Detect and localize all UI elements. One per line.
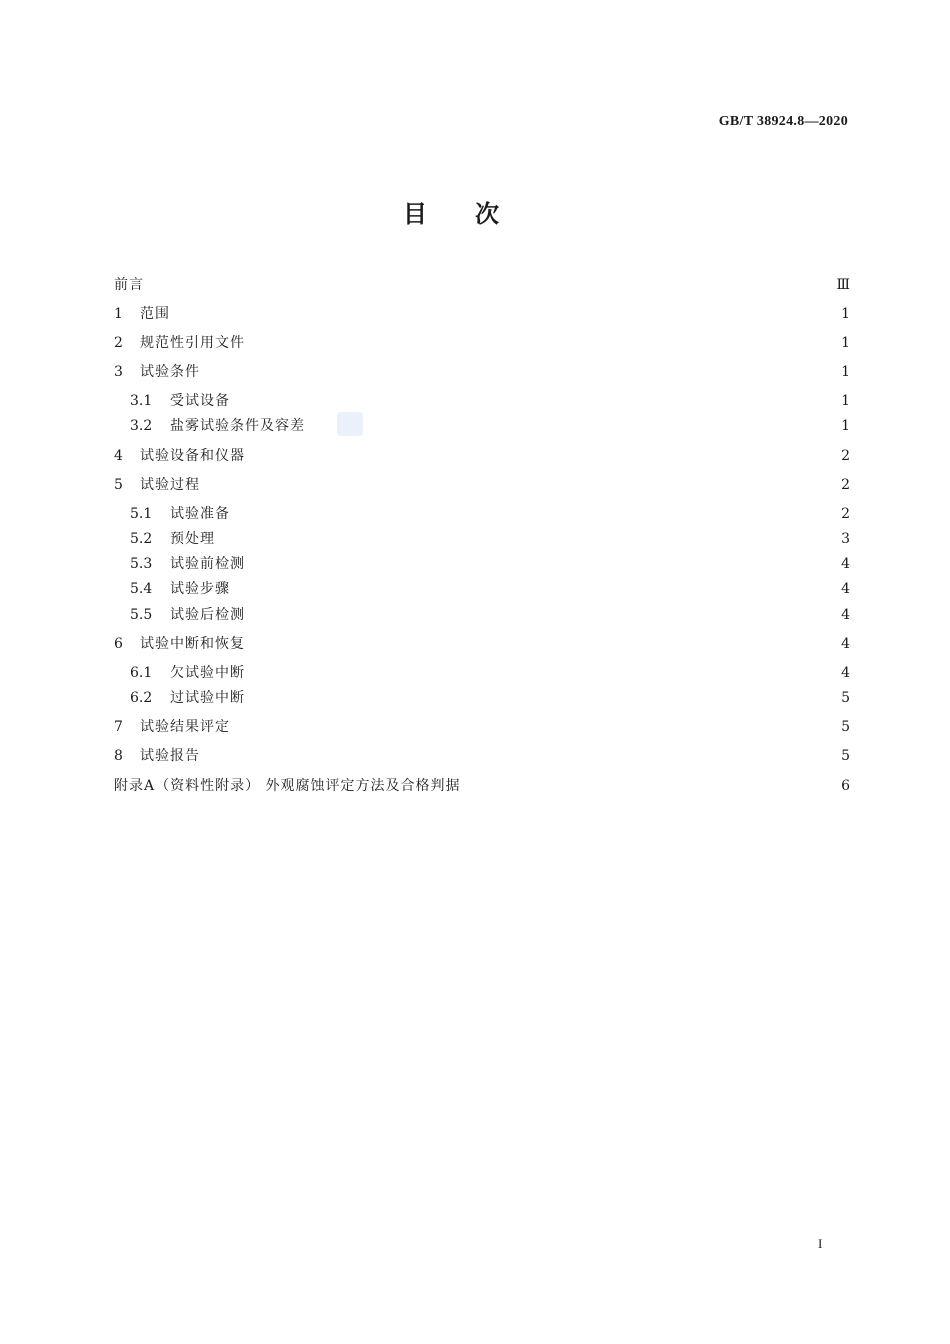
dot-leader bbox=[311, 415, 834, 437]
toc-page-number: 1 bbox=[841, 418, 850, 434]
toc-entry-8[interactable] bbox=[114, 745, 850, 767]
toc-number: 6.2 bbox=[130, 690, 153, 706]
toc-label: 试验准备 bbox=[170, 506, 230, 522]
dot-leader bbox=[467, 775, 834, 797]
toc-page-number: 2 bbox=[841, 477, 850, 493]
toc-number: 5 bbox=[114, 477, 123, 493]
toc-entry-annex-a[interactable] bbox=[114, 775, 850, 797]
toc-number: 5.5 bbox=[130, 607, 153, 623]
toc-label: 盐雾试验条件及容差 bbox=[170, 418, 305, 434]
toc-entry-2[interactable] bbox=[114, 332, 850, 354]
toc-page-number: 1 bbox=[841, 364, 850, 380]
dot-leader bbox=[236, 503, 834, 525]
toc-number: 5.2 bbox=[130, 531, 153, 547]
dot-leader bbox=[251, 553, 834, 575]
toc-entry-4[interactable] bbox=[114, 445, 850, 467]
toc-number: 4 bbox=[114, 448, 123, 464]
dot-leader bbox=[221, 528, 834, 550]
toc-label: 受试设备 bbox=[170, 393, 230, 409]
toc-label: 前言 bbox=[114, 277, 144, 293]
toc-entry-3-1[interactable] bbox=[130, 390, 850, 412]
dot-leader bbox=[176, 303, 834, 325]
toc-entry-5[interactable] bbox=[114, 474, 850, 496]
page-number: I bbox=[818, 1236, 823, 1251]
toc-page-number: 5 bbox=[841, 748, 850, 764]
toc-entry-preface[interactable] bbox=[114, 274, 850, 296]
toc-label: 欠试验中断 bbox=[170, 665, 245, 681]
toc-number: 5.4 bbox=[130, 581, 153, 597]
dot-leader bbox=[236, 716, 834, 738]
toc-entry-5-4[interactable] bbox=[130, 578, 850, 600]
toc-label: 试验结果评定 bbox=[140, 719, 230, 735]
toc-label: 试验过程 bbox=[140, 477, 200, 493]
page-title: 目次 bbox=[403, 200, 547, 228]
toc-entry-6-2[interactable] bbox=[130, 687, 850, 709]
toc-entry-5-1[interactable] bbox=[130, 503, 850, 525]
toc-number: 7 bbox=[114, 719, 123, 735]
toc-page-number: 3 bbox=[841, 531, 850, 547]
toc-number: 2 bbox=[114, 335, 123, 351]
toc-number: 3.1 bbox=[130, 393, 153, 409]
toc-label: 试验后检测 bbox=[170, 607, 245, 623]
standard-code: GB/T 38924.8—2020 bbox=[718, 114, 848, 129]
toc-number: 3.2 bbox=[130, 418, 153, 434]
dot-leader bbox=[236, 390, 834, 412]
toc-number: 3 bbox=[114, 364, 123, 380]
toc-page-number: Ⅲ bbox=[836, 277, 850, 293]
dot-leader bbox=[150, 274, 830, 296]
toc-entry-5-5[interactable] bbox=[130, 604, 850, 626]
dot-leader bbox=[206, 745, 834, 767]
toc-label: 预处理 bbox=[170, 531, 215, 547]
dot-leader bbox=[206, 474, 834, 496]
toc-number: 8 bbox=[114, 748, 123, 764]
toc-entry-5-2[interactable] bbox=[130, 528, 850, 550]
toc-label: 范围 bbox=[140, 306, 170, 322]
toc-number: 5.1 bbox=[130, 506, 153, 522]
toc-page-number: 1 bbox=[841, 393, 850, 409]
dot-leader bbox=[251, 633, 834, 655]
toc-page-number: 4 bbox=[841, 636, 850, 652]
toc-number: 1 bbox=[114, 306, 123, 322]
toc-number: 5.3 bbox=[130, 556, 153, 572]
toc-label: 试验设备和仪器 bbox=[140, 448, 245, 464]
dot-leader bbox=[251, 332, 834, 354]
toc-page-number: 5 bbox=[841, 719, 850, 735]
dot-leader bbox=[236, 578, 834, 600]
toc-label: 试验条件 bbox=[140, 364, 200, 380]
toc-page-number: 4 bbox=[841, 581, 850, 597]
toc-page-number: 4 bbox=[841, 665, 850, 681]
toc-entry-6-1[interactable] bbox=[130, 662, 850, 684]
toc-page-number: 2 bbox=[841, 506, 850, 522]
toc-label: 试验步骤 bbox=[170, 581, 230, 597]
toc-entry-6[interactable] bbox=[114, 633, 850, 655]
toc-entry-1[interactable] bbox=[114, 303, 850, 325]
dot-leader bbox=[251, 604, 834, 626]
toc-page-number: 4 bbox=[841, 607, 850, 623]
toc-page-number: 6 bbox=[841, 778, 850, 794]
dot-leader bbox=[251, 445, 834, 467]
dot-leader bbox=[251, 662, 834, 684]
toc-page-number: 1 bbox=[841, 306, 850, 322]
toc-label: 试验报告 bbox=[140, 748, 200, 764]
toc-label: 试验中断和恢复 bbox=[140, 636, 245, 652]
toc-label: 附录A（资料性附录） 外观腐蚀评定方法及合格判据 bbox=[114, 778, 461, 794]
toc-number: 6.1 bbox=[130, 665, 153, 681]
toc-page-number: 1 bbox=[841, 335, 850, 351]
toc-entry-3-2[interactable] bbox=[130, 415, 850, 437]
toc-number: 6 bbox=[114, 636, 123, 652]
toc-entry-7[interactable] bbox=[114, 716, 850, 738]
toc-entry-5-3[interactable] bbox=[130, 553, 850, 575]
toc-page-number: 4 bbox=[841, 556, 850, 572]
toc-entry-3[interactable] bbox=[114, 361, 850, 383]
toc-label: 规范性引用文件 bbox=[140, 335, 245, 351]
toc-page-number: 2 bbox=[841, 448, 850, 464]
dot-leader bbox=[206, 361, 834, 383]
dot-leader bbox=[251, 687, 834, 709]
toc-page-number: 5 bbox=[841, 690, 850, 706]
toc-label: 试验前检测 bbox=[170, 556, 245, 572]
toc-label: 过试验中断 bbox=[170, 690, 245, 706]
